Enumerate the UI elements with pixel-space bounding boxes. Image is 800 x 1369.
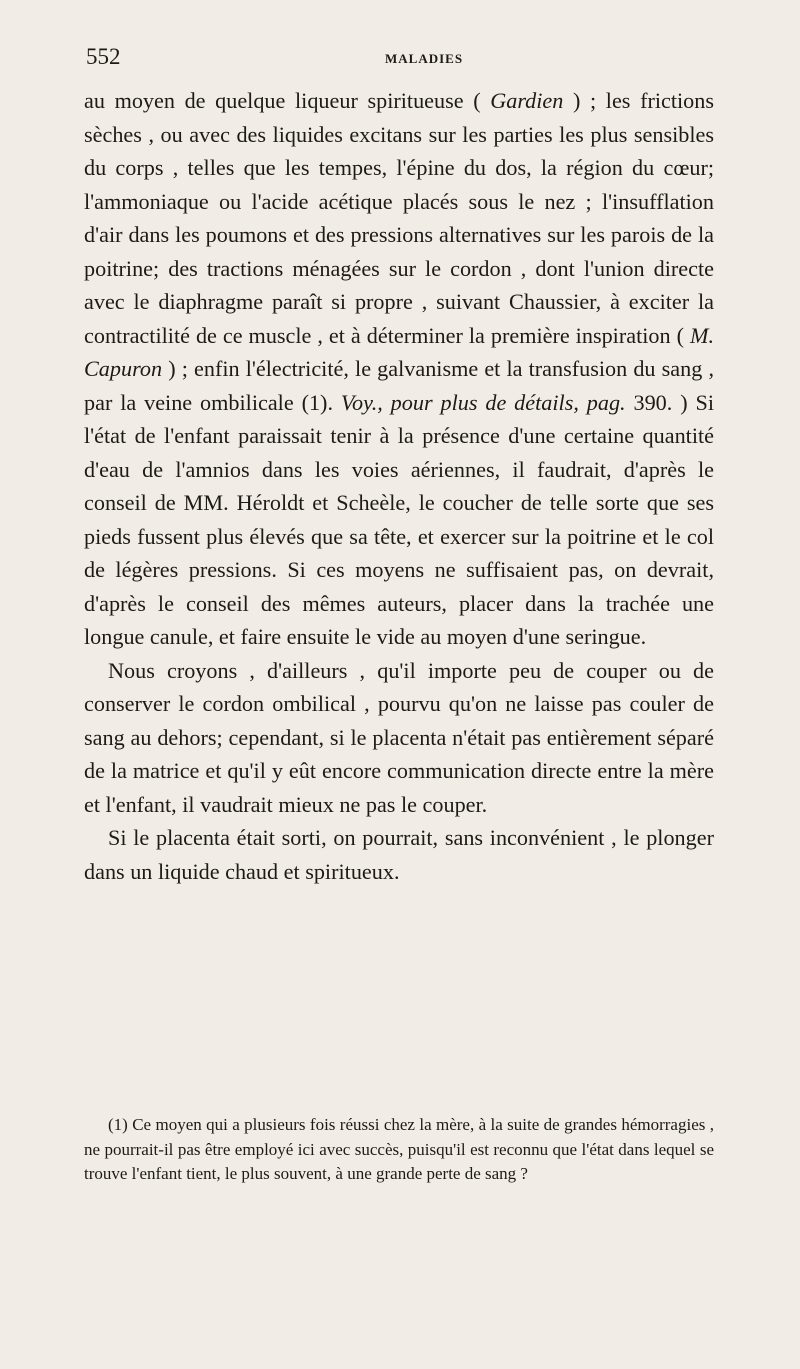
page-number: 552 bbox=[86, 44, 121, 69]
body-text bbox=[84, 84, 714, 888]
running-head: MALADIES bbox=[385, 51, 464, 66]
paragraph-1-text-b: ) ; les frictions sèches , ou avec des liquides excitans sur les parties les plus sensibles du corps , telles que les tempes, l'épine du dos, la région du cœur; l'ammoniaque ou l'acide acétique placés sous le nez ; l'insufflation d'air dans les poumons et des pressions alternatives sur les parois de la poitrine; des tractions ménagées sur le cordon , dont l'union directe avec le diaphragme paraît si propre , suivant Chaussier, à exciter la contractilité de ce muscle , et à déterminer la première inspiration ( bbox=[84, 88, 715, 348]
italic-gardien: Gardien bbox=[490, 88, 564, 113]
footnote: (1) Ce moyen qui a plusieurs fois réussi chez la mère, à la suite de grandes hémorragies , ne pourrait-il pas être employé ici avec succès, puisqu'il est reconnu que l'état dans lequel se trouve l'enfant tient, le plus souvent, à une grande perte de sang ? bbox=[84, 1115, 714, 1183]
paragraph-1-text-d: 390. ) Si l'état de l'enfant paraissait tenir à la présence d'une certaine quantité d'eau de l'amnios dans les voies aériennes, il faudrait, d'après le conseil de MM. Héroldt et Scheèle, le coucher de telle sorte que ses pieds fussent plus élevés que sa tête, et exercer sur la poitrine et le col de légères pressions. Si ces moyens ne suffisaient pas, on devrait, d'après le conseil des mêmes auteurs, placer dans la trachée une longue canule, et faire ensuite le vide au moyen d'une seringue. bbox=[84, 389, 714, 649]
italic-cross-reference: Voy., pour plus de détails, pag. bbox=[340, 389, 626, 415]
paragraph-1-text-a: au moyen de quelque liqueur spiritueuse ( bbox=[84, 88, 491, 113]
page-header bbox=[84, 44, 714, 74]
paragraph-1 bbox=[84, 84, 714, 654]
paragraph-2: Nous croyons , d'ailleurs , qu'il importe peu de couper ou de conserver le cordon ombilical , pourvu qu'on ne laisse pas couler de sang au dehors; cependant, si le placenta n'était pas entièrement séparé de la matrice et qu'il y eût encore communication directe entre la mère et l'enfant, il vaudrait mieux ne pas le couper. bbox=[84, 657, 714, 817]
paragraph-3: Si le placenta était sorti, on pourrait, sans inconvénient , le plonger dans un liquide chaud et spiritueux. bbox=[84, 825, 714, 884]
paragraph-1-text-c: ) ; enfin l'électricité, le galvanisme et la transfusion du sang , par la veine ombilicale (1). bbox=[84, 356, 714, 415]
italic-capuron: M. Capuron bbox=[84, 322, 714, 381]
